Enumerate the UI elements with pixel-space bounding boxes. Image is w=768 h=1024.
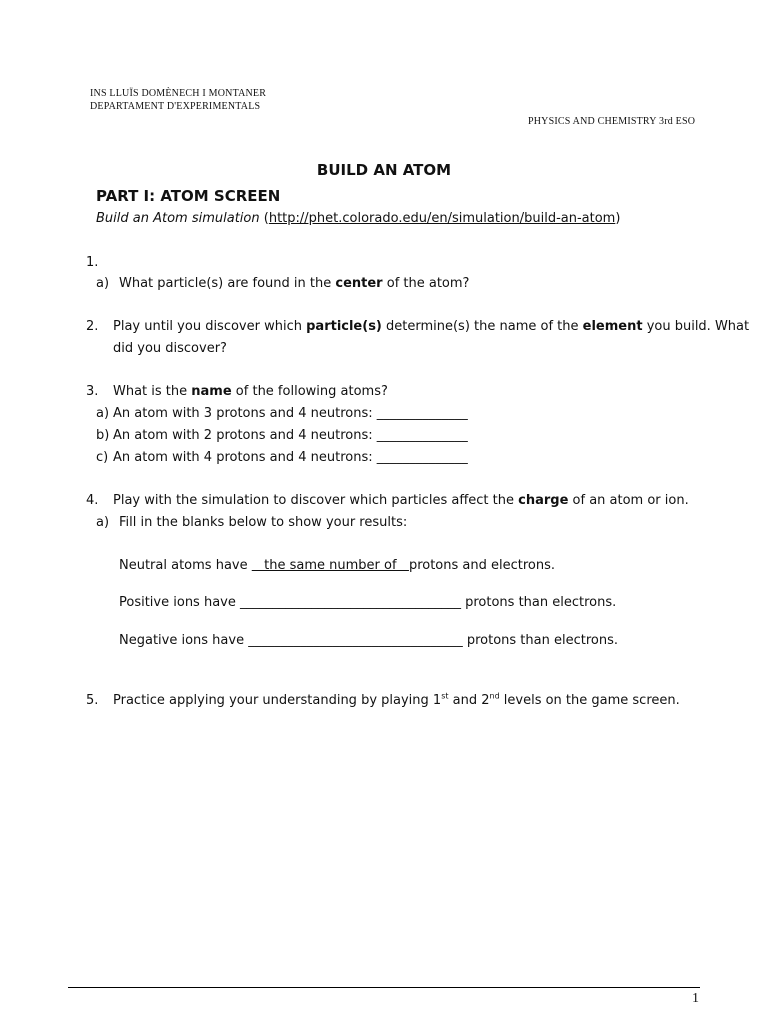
q1-a-bold: center	[335, 276, 383, 291]
q4-post: of an atom or ion.	[568, 493, 689, 508]
q1-a-text	[119, 276, 469, 291]
q4-a-label: a)	[96, 515, 110, 530]
q5-text	[113, 693, 680, 708]
intro-line	[96, 211, 620, 226]
q5-pre: Practice applying your understanding by playing 1	[113, 693, 442, 708]
q3-number: 3.	[86, 384, 99, 399]
subject-label: PHYSICS AND CHEMISTRY 3rd ESO	[528, 116, 696, 127]
q2-post: you build. What	[642, 319, 750, 334]
q5-mid: and 2	[448, 693, 490, 708]
neutral-atoms-line	[119, 558, 555, 573]
q5-sup-nd: nd	[489, 691, 500, 701]
footer-rule	[68, 987, 700, 988]
simulation-link[interactable]: http://phet.colorado.edu/en/simulation/build-an-atom	[268, 211, 616, 226]
q1-number: 1.	[86, 255, 99, 270]
q4-a-text: Fill in the blanks below to show your results:	[119, 515, 408, 530]
q3-item-b-label: b)	[96, 428, 110, 443]
page-number: 1	[692, 991, 699, 1006]
q2-line1	[113, 319, 749, 334]
department-name: DEPARTAMENT D'EXPERIMENTALS	[90, 101, 261, 112]
q3-post: of the following atoms?	[231, 384, 388, 399]
q3-item-b: An atom with 2 protons and 4 neutrons: ______________	[113, 428, 468, 443]
q3-bold: name	[191, 384, 232, 399]
q3-item-a: An atom with 3 protons and 4 neutrons: ______________	[113, 406, 468, 421]
negative-ions-line: Negative ions have _________________________________ protons than electrons.	[119, 633, 618, 648]
part-title: PART I: ATOM SCREEN	[96, 187, 281, 205]
school-name: INS LLUÏS DOMÈNECH I MONTANER	[90, 88, 267, 99]
q2-bold-element: element	[582, 319, 643, 334]
q5-post: levels on the game screen.	[499, 693, 680, 708]
q3-item-a-label: a)	[96, 406, 110, 421]
q1-a-post: of the atom?	[382, 276, 470, 291]
q2-bold-particles: particle(s)	[306, 319, 382, 334]
q2-mid: determine(s) the name of the	[381, 319, 583, 334]
q2-pre: Play until you discover which	[113, 319, 307, 334]
q4-bold: charge	[518, 493, 569, 508]
q1-a-label: a)	[96, 276, 110, 291]
intro-open-paren: (	[259, 211, 269, 226]
q4-pre: Play with the simulation to discover which particles affect the	[113, 493, 519, 508]
neutral-pre: Neutral atoms have	[119, 558, 252, 573]
neutral-answer-blank[interactable]: the same number of	[251, 558, 409, 573]
q5-number: 5.	[86, 693, 99, 708]
q5-sup-st: st	[441, 691, 449, 701]
intro-close-paren: )	[615, 211, 621, 226]
page-title: BUILD AN ATOM	[316, 161, 452, 179]
intro-italic: Build an Atom simulation	[96, 211, 260, 226]
q1-a-pre: What particle(s) are found in the	[119, 276, 336, 291]
q3-item-c: An atom with 4 protons and 4 neutrons: ______________	[113, 450, 468, 465]
q3-pre: What is the	[113, 384, 192, 399]
q3-question	[113, 384, 388, 399]
q2-number: 2.	[86, 319, 99, 334]
positive-ions-line: Positive ions have __________________________________ protons than electrons.	[119, 595, 617, 610]
neutral-post: protons and electrons.	[408, 558, 555, 573]
q4-number: 4.	[86, 493, 99, 508]
q3-item-c-label: c)	[96, 450, 109, 465]
q2-line2: did you discover?	[113, 341, 227, 356]
q4-question	[113, 493, 689, 508]
